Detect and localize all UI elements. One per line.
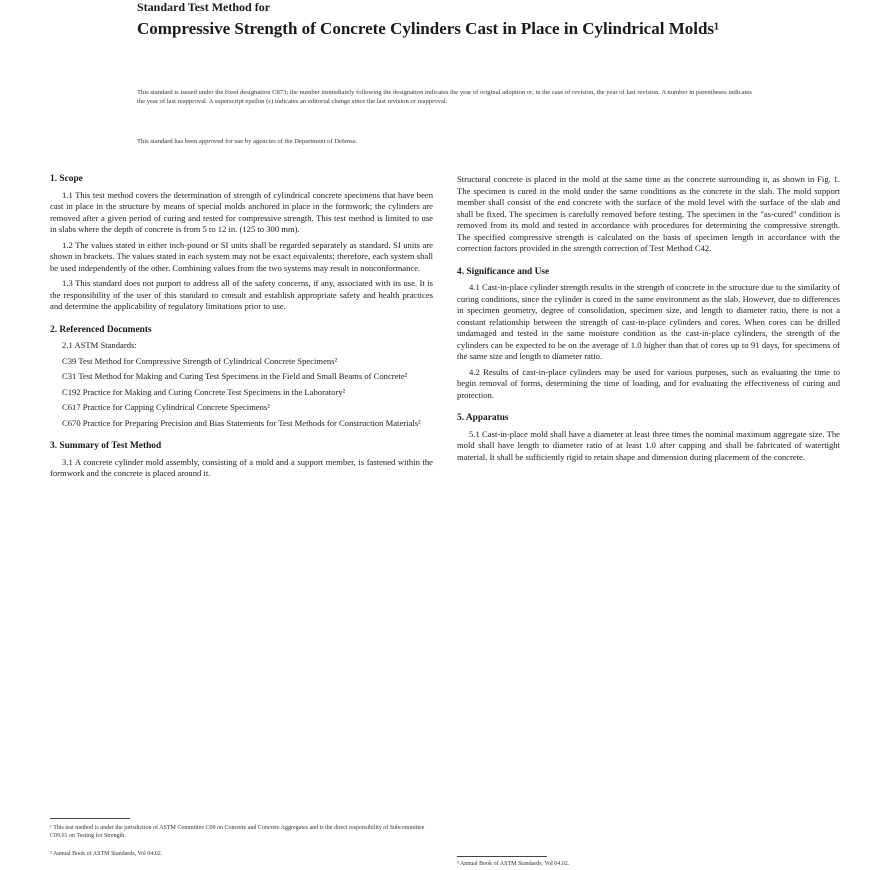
reference-item: C31 Test Method for Making and Curing Test Specimens in the Field and Small Beams of Concrete² bbox=[62, 371, 408, 381]
section-heading-scope: 1. Scope bbox=[50, 174, 83, 184]
paragraph-4-1: 4.1 Cast-in-place cylinder strength results in the strength of concrete in the structure due to the similarity of curing conditions, since the cylinder is cured in the same environment as the slab. However, due to differences in specimen geometry, degree of consolidation, specimen size, and length to diameter ratio, there is not a constant relationship between the strength of cast-in-place cylinders and cores. When cores can be drilled undamaged and tested in the same moisture condition as the cast-in-place cylinders, the strength of the cylinders can be expected to be on the average of 1.0 higher than that of cores up to 91 days, for specimens of the same size and length to diameter ratio. bbox=[457, 282, 840, 361]
paragraph-5-1: 5.1 Cast-in-place mold shall have a diameter at least three times the nominal maximum aggregate size. The mold shall have length to diameter ratio of at least 1.0 after capping and shall be fabricated of watertight material. It shall be sufficiently rigid to retain shape and dimension during placement of the concrete. bbox=[457, 428, 840, 462]
section-heading-apparatus: 5. Apparatus bbox=[457, 413, 509, 423]
document-title: Compressive Strength of Concrete Cylinders Cast in Place in Cylindrical Molds¹ bbox=[137, 19, 720, 38]
paragraph-1-3: 1.3 This standard does not purport to address all of the safety concerns, if any, associated with its use. It is the responsibility of the user of this standard to consult and establish appropriate safety and health practices and determine the applicability of regulatory limitations prior to use. bbox=[50, 278, 433, 311]
designation-notice: This standard is issued under the fixed designation C873; the number immediately following the designation indicates the year of original adoption or, in the case of revision, the year of last revision. A number in parentheses indicates the year of last reapproval. A superscript epsilon (ε) indicates an editorial change since the last revision or reapproval. bbox=[137, 89, 752, 105]
paragraph-4-2: 4.2 Results of cast-in-place cylinders may be used for various purposes, such as evaluating the time to begin removal of forms, determining the time of loading, and for evaluating the effectiveness of curing and protection. bbox=[457, 366, 840, 400]
section-heading-references: 2. Referenced Documents bbox=[50, 324, 152, 335]
footnote-2: ² Annual Book of ASTM Standards, Vol 04.02. bbox=[50, 851, 163, 857]
reference-item: C39 Test Method for Compressive Strength of Cylindrical Concrete Specimens² bbox=[62, 355, 338, 366]
reference-item: C617 Practice for Capping Cylindrical Concrete Specimens² bbox=[62, 402, 270, 412]
section-heading-summary: 3. Summary of Test Method bbox=[50, 441, 162, 451]
footnote-3: ³ Annual Book of ASTM Standards, Vol 04.02. bbox=[457, 861, 570, 867]
footnote-rule-right bbox=[457, 856, 547, 857]
paragraph-1-2: 1.2 The values stated in either inch-pound or SI units shall be regarded separately as standard. SI units are shown in brackets. The values stated in each system may not be exact equivalents; therefore, each system shall be used independently of the other. Combining values from the two systems may result in nonconformance. bbox=[50, 239, 433, 273]
right-column bbox=[457, 174, 840, 467]
standard-label: Standard Test Method for bbox=[137, 0, 271, 14]
footnote-1: ¹ This test method is under the jurisdiction of ASTM Committee C09 on Concrete and Concrete Aggregates and is the direct responsibility of Subcommittee C09.61 on Testing for Strength. bbox=[50, 825, 425, 839]
paragraph-3-1: 3.1 A concrete cylinder mold assembly, consisting of a mold and a support member, is fastened within the formwork and the concrete is placed around it. bbox=[50, 456, 433, 478]
paragraph-1-1: 1.1 This test method covers the determination of strength of cylindrical concrete specimens that have been cast in place in the structure by means of special molds anchored in place in the formwork; the cylinders are removed after a given period of curing and tested for compressive strength. This test method is limited to use in slabs where the depth of concrete is from 5 to 12 in. (125 to 300 mm). bbox=[50, 189, 433, 234]
left-column bbox=[50, 174, 433, 484]
paragraph-3-1-continued: Structural concrete is placed in the mold at the same time as the concrete surrounding it, as shown in Fig. 1. The specimen is cured in the mold under the same conditions as the concrete in the slab. The mold support member shall consist of the end concrete with the surface of the mold level with the surface of the slab and shall be fixed. The specimen is carefully removed before testing. The specimen in the "as-cured" condition is removed from its mold and tested in accordance with procedures for determining the compressive strength. The specified compressive strength is calculated on the basis of specimen length in accordance with the correction factors provided in the strength correction of Test Method C42. bbox=[457, 174, 840, 253]
reference-item: 2.1 ASTM Standards: bbox=[62, 340, 137, 350]
reference-item: C670 Practice for Preparing Precision and Bias Statements for Test Methods for Construction Materials² bbox=[62, 417, 421, 428]
reference-item: C192 Practice for Making and Curing Concrete Test Specimens in the Laboratory² bbox=[62, 386, 346, 397]
approval-notice: This standard has been approved for use by agencies of the Department of Defense. bbox=[137, 138, 358, 145]
section-heading-significance: 4. Significance and Use bbox=[457, 266, 550, 277]
footnote-rule-left bbox=[50, 818, 130, 819]
